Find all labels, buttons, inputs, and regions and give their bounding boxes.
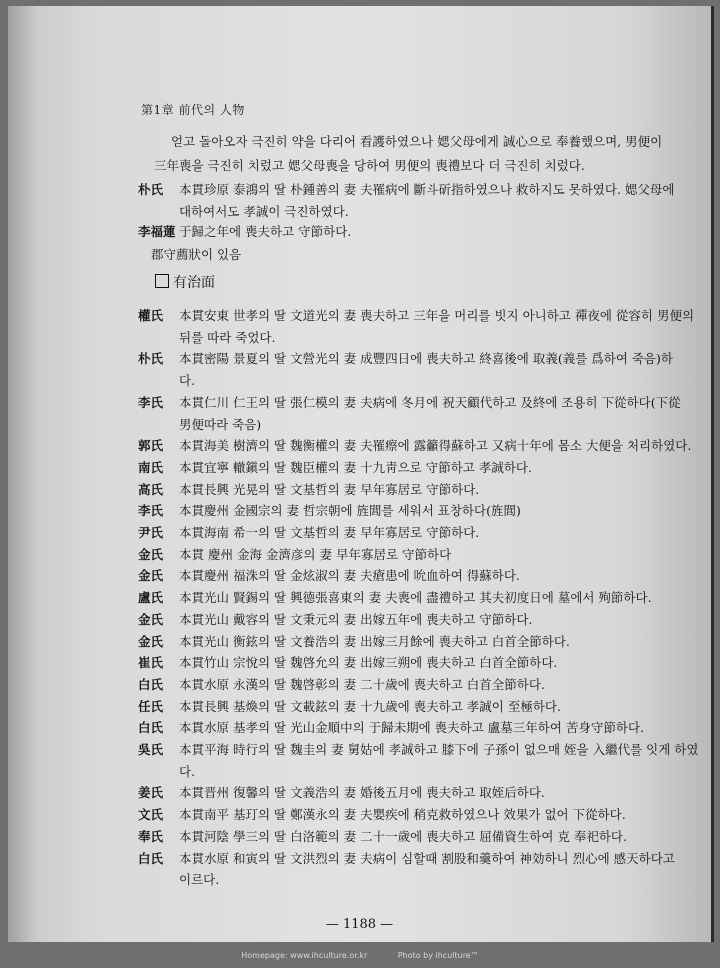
entry-text: 뒤를 따라 죽었다. [179,329,276,345]
entry-name: 文氏 [138,807,164,823]
entry-name: 尹氏 [138,525,164,540]
section-title: 有治面 [173,275,215,291]
entry-name: 金氏 [138,611,164,627]
entry-name: 高氏 [138,481,164,497]
entry-text: 本貫南平 基玎의 딸 鄭漢永의 妻 夫嬰疾에 稍克救하였으나 效果가 없어 下從하다. [179,807,626,823]
entry-text: 于歸之年에 喪夫하고 守節하다. [179,224,352,239]
entry-name: 白氏 [138,850,164,866]
entry-text: 本貫慶州 金國宗의 妻 哲宗朝에 旌閭를 세워서 표창하다(旌閭) [179,503,521,519]
entry-name: 朴氏 [138,182,164,197]
section-box-icon [155,274,169,288]
entry-text: 本貫 慶州 金海 金濟彦의 妻 早年寡居로 守節하다 [179,546,452,562]
entry-text: 本貫宜寧 轍鎭의 딸 魏臣權의 妻 十九靑으로 守節하고 孝誠하다. [179,459,532,475]
entry-text: 本貫水原 永漢의 딸 魏啓彰의 妻 二十歲에 喪夫하고 白首全節하다. [179,676,545,692]
entry-text: 本貫長興 光晃의 딸 文基哲의 妻 早年寡居로 守節하다. [179,481,480,497]
entry-name: 姜氏 [138,785,164,801]
document-page [8,6,714,942]
footer [0,951,720,960]
entry-name: 李氏 [138,394,164,410]
entry-text: 本貫安東 世孝의 딸 文道光의 妻 喪夫하고 三年을 머리를 빗지 아니하고 禪夜에 從容히 男便의 [179,308,695,323]
entry-name: 李福蓮 [138,224,176,239]
entry-text: 本貫慶州 福洙의 딸 金炫淑의 妻 夫瘡患에 吮血하여 得蘇하다. [179,568,520,584]
entry-name: 崔氏 [138,655,164,671]
entry-text: 대하여서도 孝誠이 극진하였다. [179,204,349,219]
entry-name: 吳氏 [138,742,164,757]
entry-text: 本貫海美 樹濟의 딸 魏衡權의 妻 夫罹瘵에 露籲得蘇하고 又病十年에 몸소 大便을 처리하였다. [179,438,692,454]
footer-homepage: Homepage: www.ihculture.or.kr [241,951,368,960]
entry-text: 本貫海南 希一의 딸 文基哲의 妻 早年寡居로 守節하다. [179,525,480,540]
entry-name: 郭氏 [138,438,164,454]
entry-name: 盧氏 [138,590,164,606]
entry-name: 李氏 [138,503,164,519]
entry-text: 本貫光山 戴容의 딸 文秉元의 妻 出嫁五年에 喪夫하고 守節하다. [179,611,533,627]
entry-text: 本貫長興 基煥의 딸 文載鉉의 妻 十九歲에 喪夫하고 孝誠이 至極하다. [179,698,561,714]
entry-name: 金氏 [138,568,164,584]
entry-text: 이르다. [179,872,220,888]
entry-text: 本貫水原 和寅의 딸 文洪烈의 妻 夫病이 심할때 割股和羹하여 神効하니 烈心에 感天하다고 [179,850,675,866]
entry-text: 本貫河陰 學三의 딸 白洛範의 妻 二十一歲에 喪夫하고 屈備資生하여 克 奉祀하다. [179,828,627,844]
entry-name: 白氏 [138,676,164,692]
entry-name: 南氏 [138,459,164,475]
entry-text: 本貫光山 衡鉉의 딸 文養浩의 妻 出嫁三月餘에 喪夫하고 白首全節하다. [179,633,570,649]
entry-text: 男便따라 죽음) [179,416,262,432]
page-edge-shadow [8,6,38,942]
entry-name: 朴氏 [138,351,164,367]
entry-text: 다. [179,373,196,389]
entry-name: 奉氏 [138,828,164,844]
entry-name: 任氏 [138,698,164,714]
page-number: — 1188 — [325,917,394,932]
entry-text: 本貫仁川 仁王의 딸 張仁模의 妻 夫病에 冬月에 祝天顧代하고 及終에 조용히 下從하다(下從 [179,394,681,410]
entry-text: 本貫水原 基孝의 딸 光山金順中의 于歸未期에 喪夫하고 盧墓三年하여 苦身守節하다. [179,720,645,736]
continuation-text: 三年喪을 극진히 치렀고 媤父母喪을 당하여 男便의 喪禮보다 더 극진히 치렀다. [154,158,585,173]
entry-text: 本貫光山 賢錫의 딸 興德張喜東의 妻 夫喪에 盡禮하고 其夫初度日에 墓에서 殉節하다. [179,590,652,606]
section-heading [155,272,215,292]
entry-text: 本貫珍原 泰鴻의 딸 朴鍾善의 妻 夫罹病에 斷斗斫指하였으나 救하지도 못하였다. 媤父母에 [179,182,675,197]
entry-name: 權氏 [138,308,164,323]
entry-text: 本貫晋州 復馨의 딸 文義浩의 妻 婚後五月에 喪夫하고 取姪后하다. [179,785,545,801]
entry-text: 本貫平海 時行의 딸 魏圭의 妻 舅姑에 孝誠하고 膝下에 子孫이 없으매 姪을 入繼代를 잇게 하였 [179,742,699,757]
chapter-header: 第1章 前代의 人物 [141,103,245,117]
entry-text: 다. [179,763,196,779]
continuation-text: 얻고 돌아오자 극진히 약을 다리어 看護하였으나 媤父母에게 誠心으로 奉養했으며, 男便이 [171,134,663,149]
entry-name: 金氏 [138,633,164,649]
entry-text: 本貫竹山 宗悅의 딸 魏啓允의 妻 出嫁三朔에 喪夫하고 白首全節하다. [179,655,558,671]
entry-text: 本貫密陽 景夏의 딸 文營光의 妻 成豐四日에 喪夫하고 終喜後에 取義(義를 爲하여 죽음)하 [179,351,673,367]
note-text: 郡守薦狀이 있음 [151,247,242,262]
entry-name: 白氏 [138,720,164,736]
footer-photo: Photo by ihculture™ [397,951,479,960]
entry-name: 金氏 [138,546,164,562]
